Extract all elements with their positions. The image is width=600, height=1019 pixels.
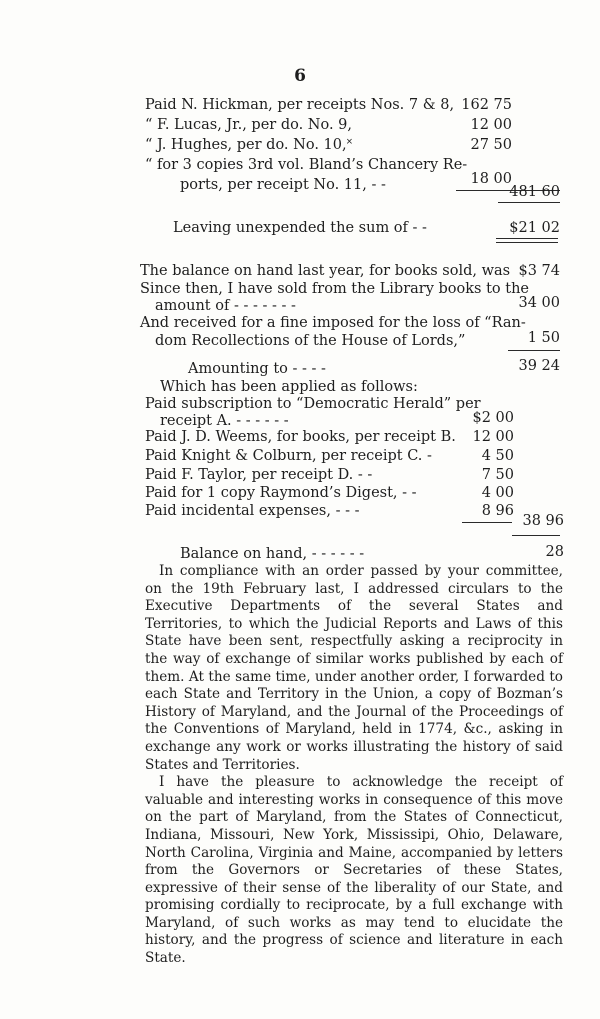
balance-on-hand-amount: 28 (545, 544, 564, 560)
payment-line: ports, per receipt No. 11, - - (180, 177, 386, 193)
expense-amount: 7 50 (481, 467, 514, 483)
expense-line: Paid incidental expenses, - - - (145, 503, 360, 519)
sum-rule (512, 535, 560, 536)
balance-amount: 1 50 (527, 330, 560, 346)
payments-total: 481 60 (509, 184, 560, 200)
expense-line: receipt A. - - - - - - (160, 413, 289, 429)
balance-amount: 34 00 (518, 295, 560, 311)
expense-line: Paid for 1 copy Raymond’s Digest, - - (145, 485, 417, 501)
balance-line: Since then, I have sold from the Library books to the (140, 281, 530, 297)
expenses-total: 38 96 (522, 513, 564, 529)
payment-line: “ J. Hughes, per do. No. 10,˟ (145, 137, 353, 153)
amounting-line: Amounting to - - - - (188, 361, 326, 377)
expense-line: Paid F. Taylor, per receipt D. - - (145, 467, 373, 483)
expense-line: Paid subscription to “Democratic Herald” per (145, 396, 481, 412)
report-body (145, 563, 563, 968)
paragraph: I have the pleasure to acknowledge the receipt of valuable and interesting works in consequence of this move on the part of Maryland, from the States of Connecticut, Indiana, Missouri, New York, Mississipi, Ohio, Delaware, North Carolina, Virginia and Maine, accompanied by letters from the Governors or Secretaries of these States, expressive of their sense of the liberality of our State, and promising cordially to reciprocate, by a full exchange with Maryland, of such works as may tend to elucidate the history, and the progress of science and literature in each State. (145, 774, 563, 967)
double-rule (496, 238, 558, 239)
payment-amount: 27 50 (470, 137, 512, 153)
paragraph: In compliance with an order passed by your committee, on the 19th February last, I addressed circulars to the Executive Departments of the several States and Territories, to which the Judicial Reports and Laws of this State have been sent, respectfully asking a reciprocity in the way of exchange of similar works published by each of them. At the same time, under another order, I forwarded to each State and Territory in the Union, a copy of Bozman’s History of Maryland, and the Journal of the Proceedings of the Conventions of Maryland, held in 1774, &c., asking in exchange any work or works illustrating the history of said States and Territories. (145, 563, 563, 773)
balance-line: amount of - - - - - - - (155, 298, 296, 314)
balance-amount: $3 74 (518, 263, 560, 279)
expense-amount: 8 96 (481, 503, 514, 519)
payment-amount: 12 00 (470, 117, 512, 133)
sum-rule (498, 202, 560, 203)
double-rule (496, 242, 558, 243)
payment-amount: 18 00 (470, 171, 512, 187)
payment-line: “ F. Lucas, Jr., per do. No. 9, (145, 117, 353, 133)
expense-amount: 4 00 (481, 485, 514, 501)
payment-amount: 162 75 (461, 97, 512, 113)
expense-line: Paid Knight & Colburn, per receipt C. - (145, 448, 432, 464)
page-number: 6 (294, 66, 306, 86)
balance-line: The balance on hand last year, for books sold, was (140, 263, 511, 279)
payment-line: Paid N. Hickman, per receipts Nos. 7 & 8, (145, 97, 455, 113)
balance-line: dom Recollections of the House of Lords,” (155, 333, 466, 349)
expense-line: Paid J. D. Weems, for books, per receipt B. (145, 429, 456, 445)
sum-rule (508, 350, 560, 351)
balance-line: And received for a fine imposed for the loss of “Ran- (140, 315, 526, 331)
expense-amount: 4 50 (481, 448, 514, 464)
unexpended-amount: $21 02 (509, 220, 560, 236)
balance-on-hand-line: Balance on hand, - - - - - - (180, 546, 365, 562)
amounting-amount: 39 24 (518, 358, 560, 374)
unexpended-line: Leaving unexpended the sum of - - (173, 220, 427, 236)
expense-amount: $2 00 (472, 410, 514, 426)
payment-line: “ for 3 copies 3rd vol. Bland’s Chancery Re- (145, 157, 468, 173)
sum-rule (462, 522, 512, 523)
expense-amount: 12 00 (472, 429, 514, 445)
applied-line: Which has been applied as follows: (160, 379, 418, 395)
